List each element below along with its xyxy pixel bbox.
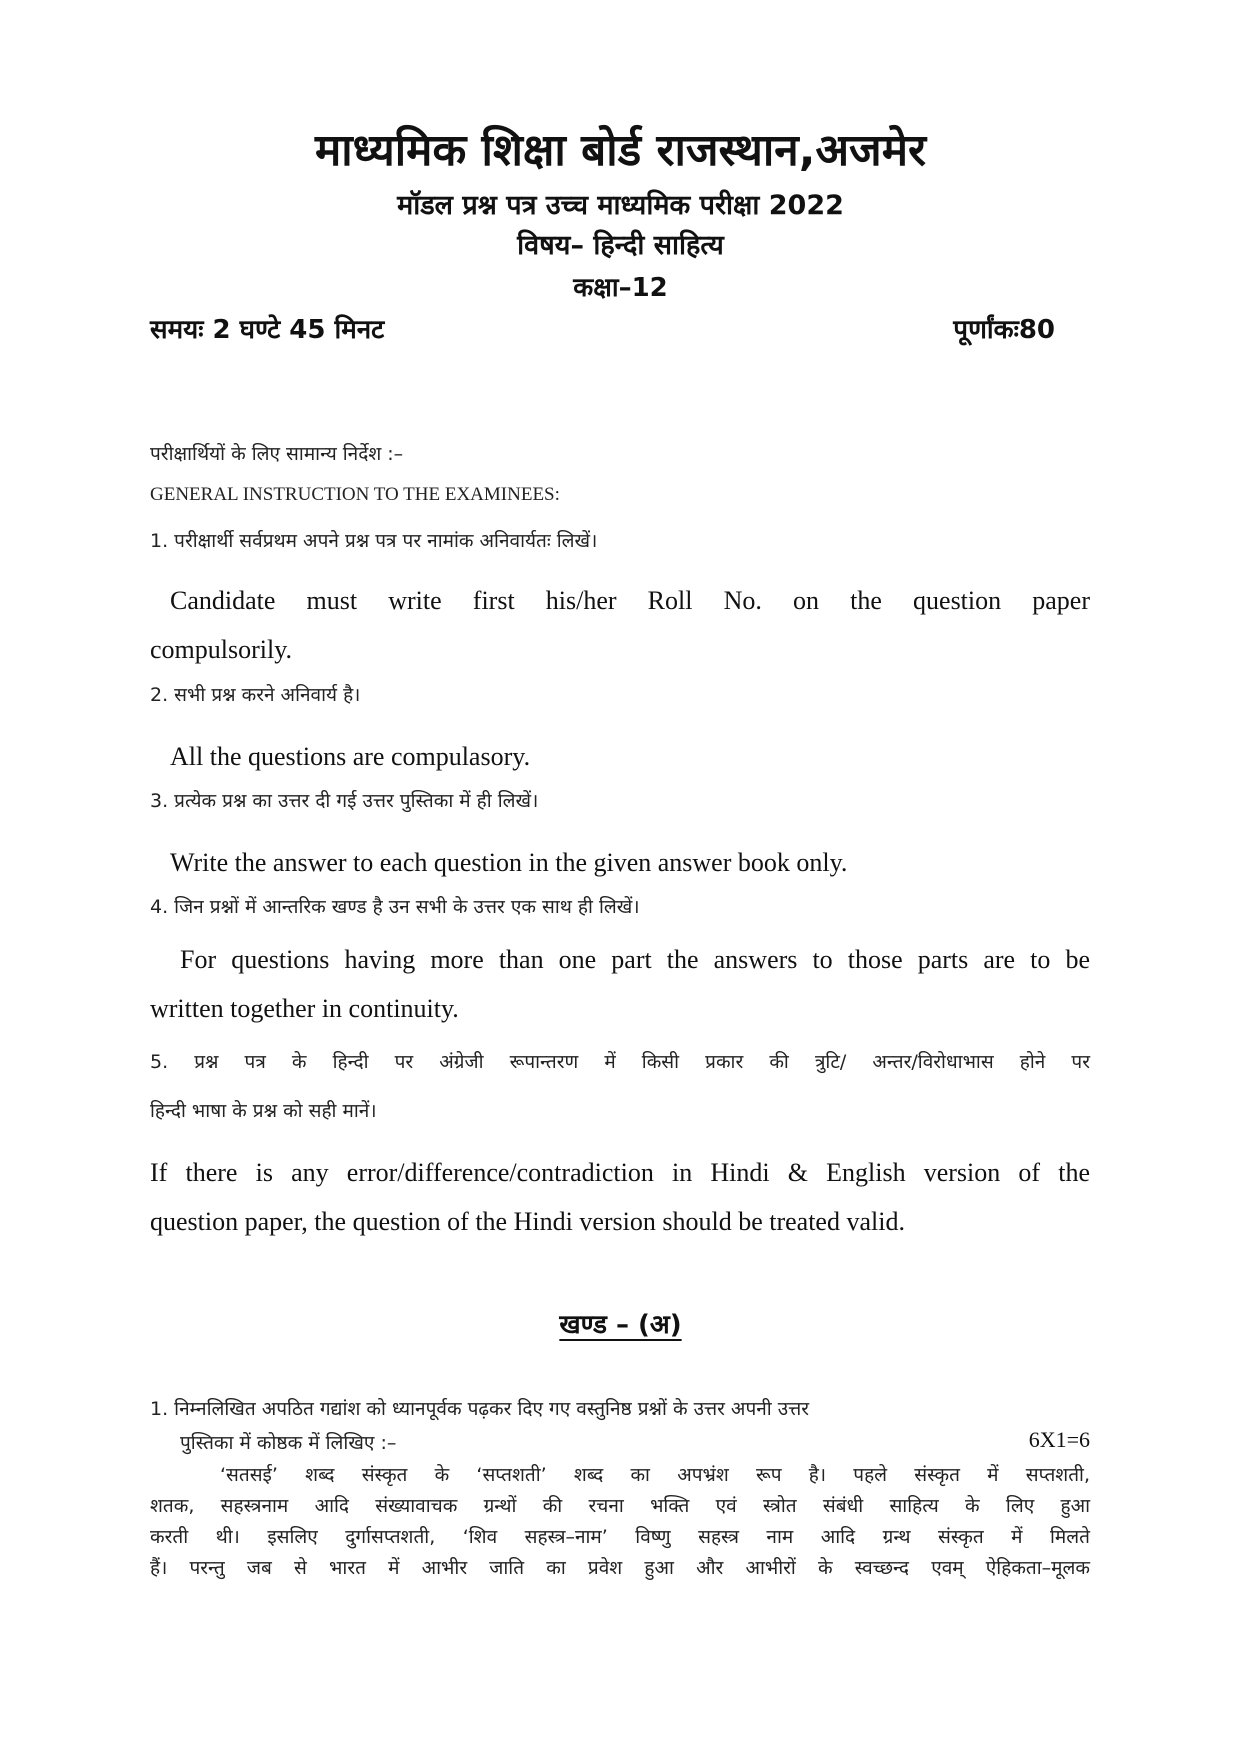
instruction-2-hindi: 2. सभी प्रश्न करने अनिवार्य है।	[150, 684, 361, 706]
question-1-line-1: 1. निम्नलिखित अपठित गद्यांश को ध्यानपूर्वक पढ़कर दिए गए वस्तुनिष्ठ प्रश्नों के उत्तर अपनी उत्तर	[150, 1398, 810, 1420]
exam-time: समयः 2 घण्टे 45 मिनट	[150, 315, 385, 345]
instruction-1-english-line-1: Candidate must write first his/her Roll No. on the question paper	[170, 586, 1090, 615]
instruction-5-hindi-line-1: 5. प्रश्न पत्र के हिन्दी पर अंग्रेजी रूपान्तरण में किसी प्रकार की त्रुटि/ अन्तर/विरोधाभास होने पर	[150, 1051, 1090, 1073]
instruction-1-english-line-2: compulsorily.	[150, 635, 293, 664]
section-heading	[0, 1305, 1241, 1341]
passage-line: हैं। परन्तु जब से भारत में आभीर जाति का प्रवेश हुआ और आभीरों के स्वच्छन्द एवम् ऐहिकता–मूलक	[150, 1557, 1090, 1579]
question-1-instruction: पुस्तिका में कोष्ठक में लिखिए :–	[180, 1432, 397, 1454]
instruction-5-hindi-line-2: हिन्दी भाषा के प्रश्न को सही मानें।	[150, 1100, 377, 1122]
instructions-heading-hindi: परीक्षार्थियों के लिए सामान्य निर्देश :–	[150, 443, 404, 465]
instruction-4-english-line-1: For questions having more than one part the answers to those parts are to be	[180, 945, 1090, 974]
subject-title: विषय– हिन्दी साहित्य	[517, 230, 724, 261]
instructions-heading-english: GENERAL INSTRUCTION TO THE EXAMINEES:	[150, 484, 560, 505]
board-title: माध्यमिक शिक्षा बोर्ड राजस्थान,अजमेर	[314, 125, 927, 176]
validity-note-line-2: question paper, the question of the Hindi version should be treated valid.	[150, 1207, 905, 1236]
validity-note-english	[150, 1148, 1090, 1246]
unseen-passage	[150, 1460, 1090, 1584]
model-paper-title: मॉडल प्रश्न पत्र उच्च माध्यमिक परीक्षा 2022	[397, 190, 844, 221]
instruction-4-english-line-2: written together in continuity.	[150, 994, 459, 1023]
validity-note-line-1: If there is any error/difference/contradiction in Hindi & English version of the	[150, 1158, 1090, 1187]
question-1-line-2	[150, 1429, 1090, 1455]
instruction-1-hindi: 1. परीक्षार्थी सर्वप्रथम अपने प्रश्न पत्र पर नामांक अनिवार्यतः लिखें।	[150, 530, 598, 552]
passage-line: करती थी। इसलिए दुर्गासप्तशती, ‘शिव सहस्त्र–नाम’ विष्णु सहस्त्र नाम आदि ग्रन्थ संस्कृत में मिलते	[150, 1526, 1090, 1548]
instruction-2-english: All the questions are compulasory.	[170, 742, 531, 771]
instruction-5-hindi	[150, 1038, 1090, 1136]
class-title: कक्षा–12	[573, 273, 668, 303]
instruction-3-hindi: 3. प्रत्येक प्रश्न का उत्तर दी गई उत्तर पुस्तिका में ही लिखें।	[150, 790, 539, 812]
total-marks: पूर्णांकः80	[953, 315, 1055, 345]
question-1-marks: 6X1=6	[1028, 1427, 1090, 1452]
passage-line: शतक, सहस्त्रनाम आदि संख्यावाचक ग्रन्थों की रचना भक्ति एवं स्त्रोत संबंधी साहित्य के लिए हुआ	[150, 1495, 1090, 1517]
section-title: खण्ड – (अ)	[559, 1310, 682, 1340]
instruction-4-english	[150, 935, 1090, 1033]
passage-line: ‘सतसई’ शब्द संस्कृत के ‘सप्तशती’ शब्द का अपभ्रंश रूप है। पहले संस्कृत में सप्तशती,	[220, 1464, 1090, 1486]
instruction-1-english	[150, 576, 1090, 674]
instruction-4-hindi: 4. जिन प्रश्नों में आन्तरिक खण्ड है उन सभी के उत्तर एक साथ ही लिखें।	[150, 896, 640, 918]
instruction-3-english: Write the answer to each question in the given answer book only.	[170, 848, 848, 877]
